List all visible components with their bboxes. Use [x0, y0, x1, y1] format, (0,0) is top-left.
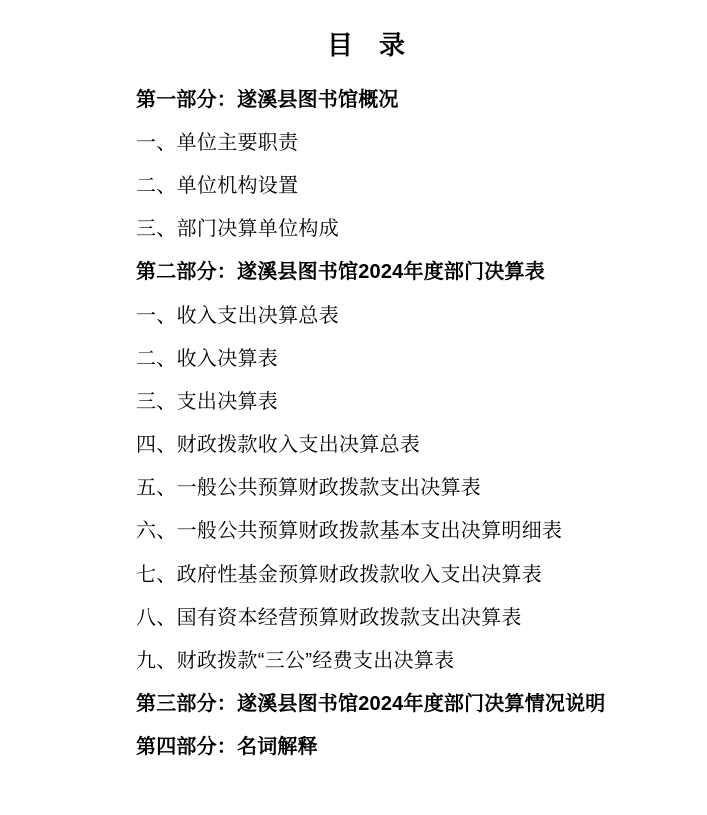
toc-item-general-budget-expense: 五、一般公共预算财政拨款支出决算表: [136, 477, 482, 500]
toc-item-state-capital-budget: 八、国有资本经营预算财政拨款支出决算表: [136, 606, 522, 629]
toc-item-unit-structure: 二、单位机构设置: [136, 174, 299, 197]
content-column: [136, 0, 606, 769]
toc-item-general-budget-basic-detail: 六、一般公共预算财政拨款基本支出决算明细表: [136, 520, 563, 543]
page-title: 目 录: [326, 31, 405, 60]
toc-item-income-expense-summary: 一、收入支出决算总表: [136, 304, 339, 327]
toc-item-unit-composition: 三、部门决算单位构成: [136, 218, 339, 241]
toc-item-gov-fund-budget: 七、政府性基金预算财政拨款收入支出决算表: [136, 563, 542, 586]
toc-item-expense-table: 三、支出决算表: [136, 390, 279, 413]
toc-part-1-heading: 第一部分：遂溪县图书馆概况: [136, 88, 399, 111]
toc-part-2-heading: 第二部分：遂溪县图书馆2024年度部门决算表: [136, 261, 545, 284]
toc-item-three-public-expense: 九、财政拨款“三公”经费支出决算表: [136, 650, 455, 673]
toc-part-4-heading: 第四部分：名词解释: [136, 736, 318, 759]
toc-list: [136, 78, 606, 769]
toc-item-unit-duties: 一、单位主要职责: [136, 131, 299, 154]
toc-item-income-table: 二、收入决算表: [136, 347, 279, 370]
toc-part-3-heading: 第三部分：遂溪县图书馆2024年度部门决算情况说明: [136, 693, 606, 716]
toc-item-fiscal-summary: 四、财政拨款收入支出决算总表: [136, 434, 421, 457]
